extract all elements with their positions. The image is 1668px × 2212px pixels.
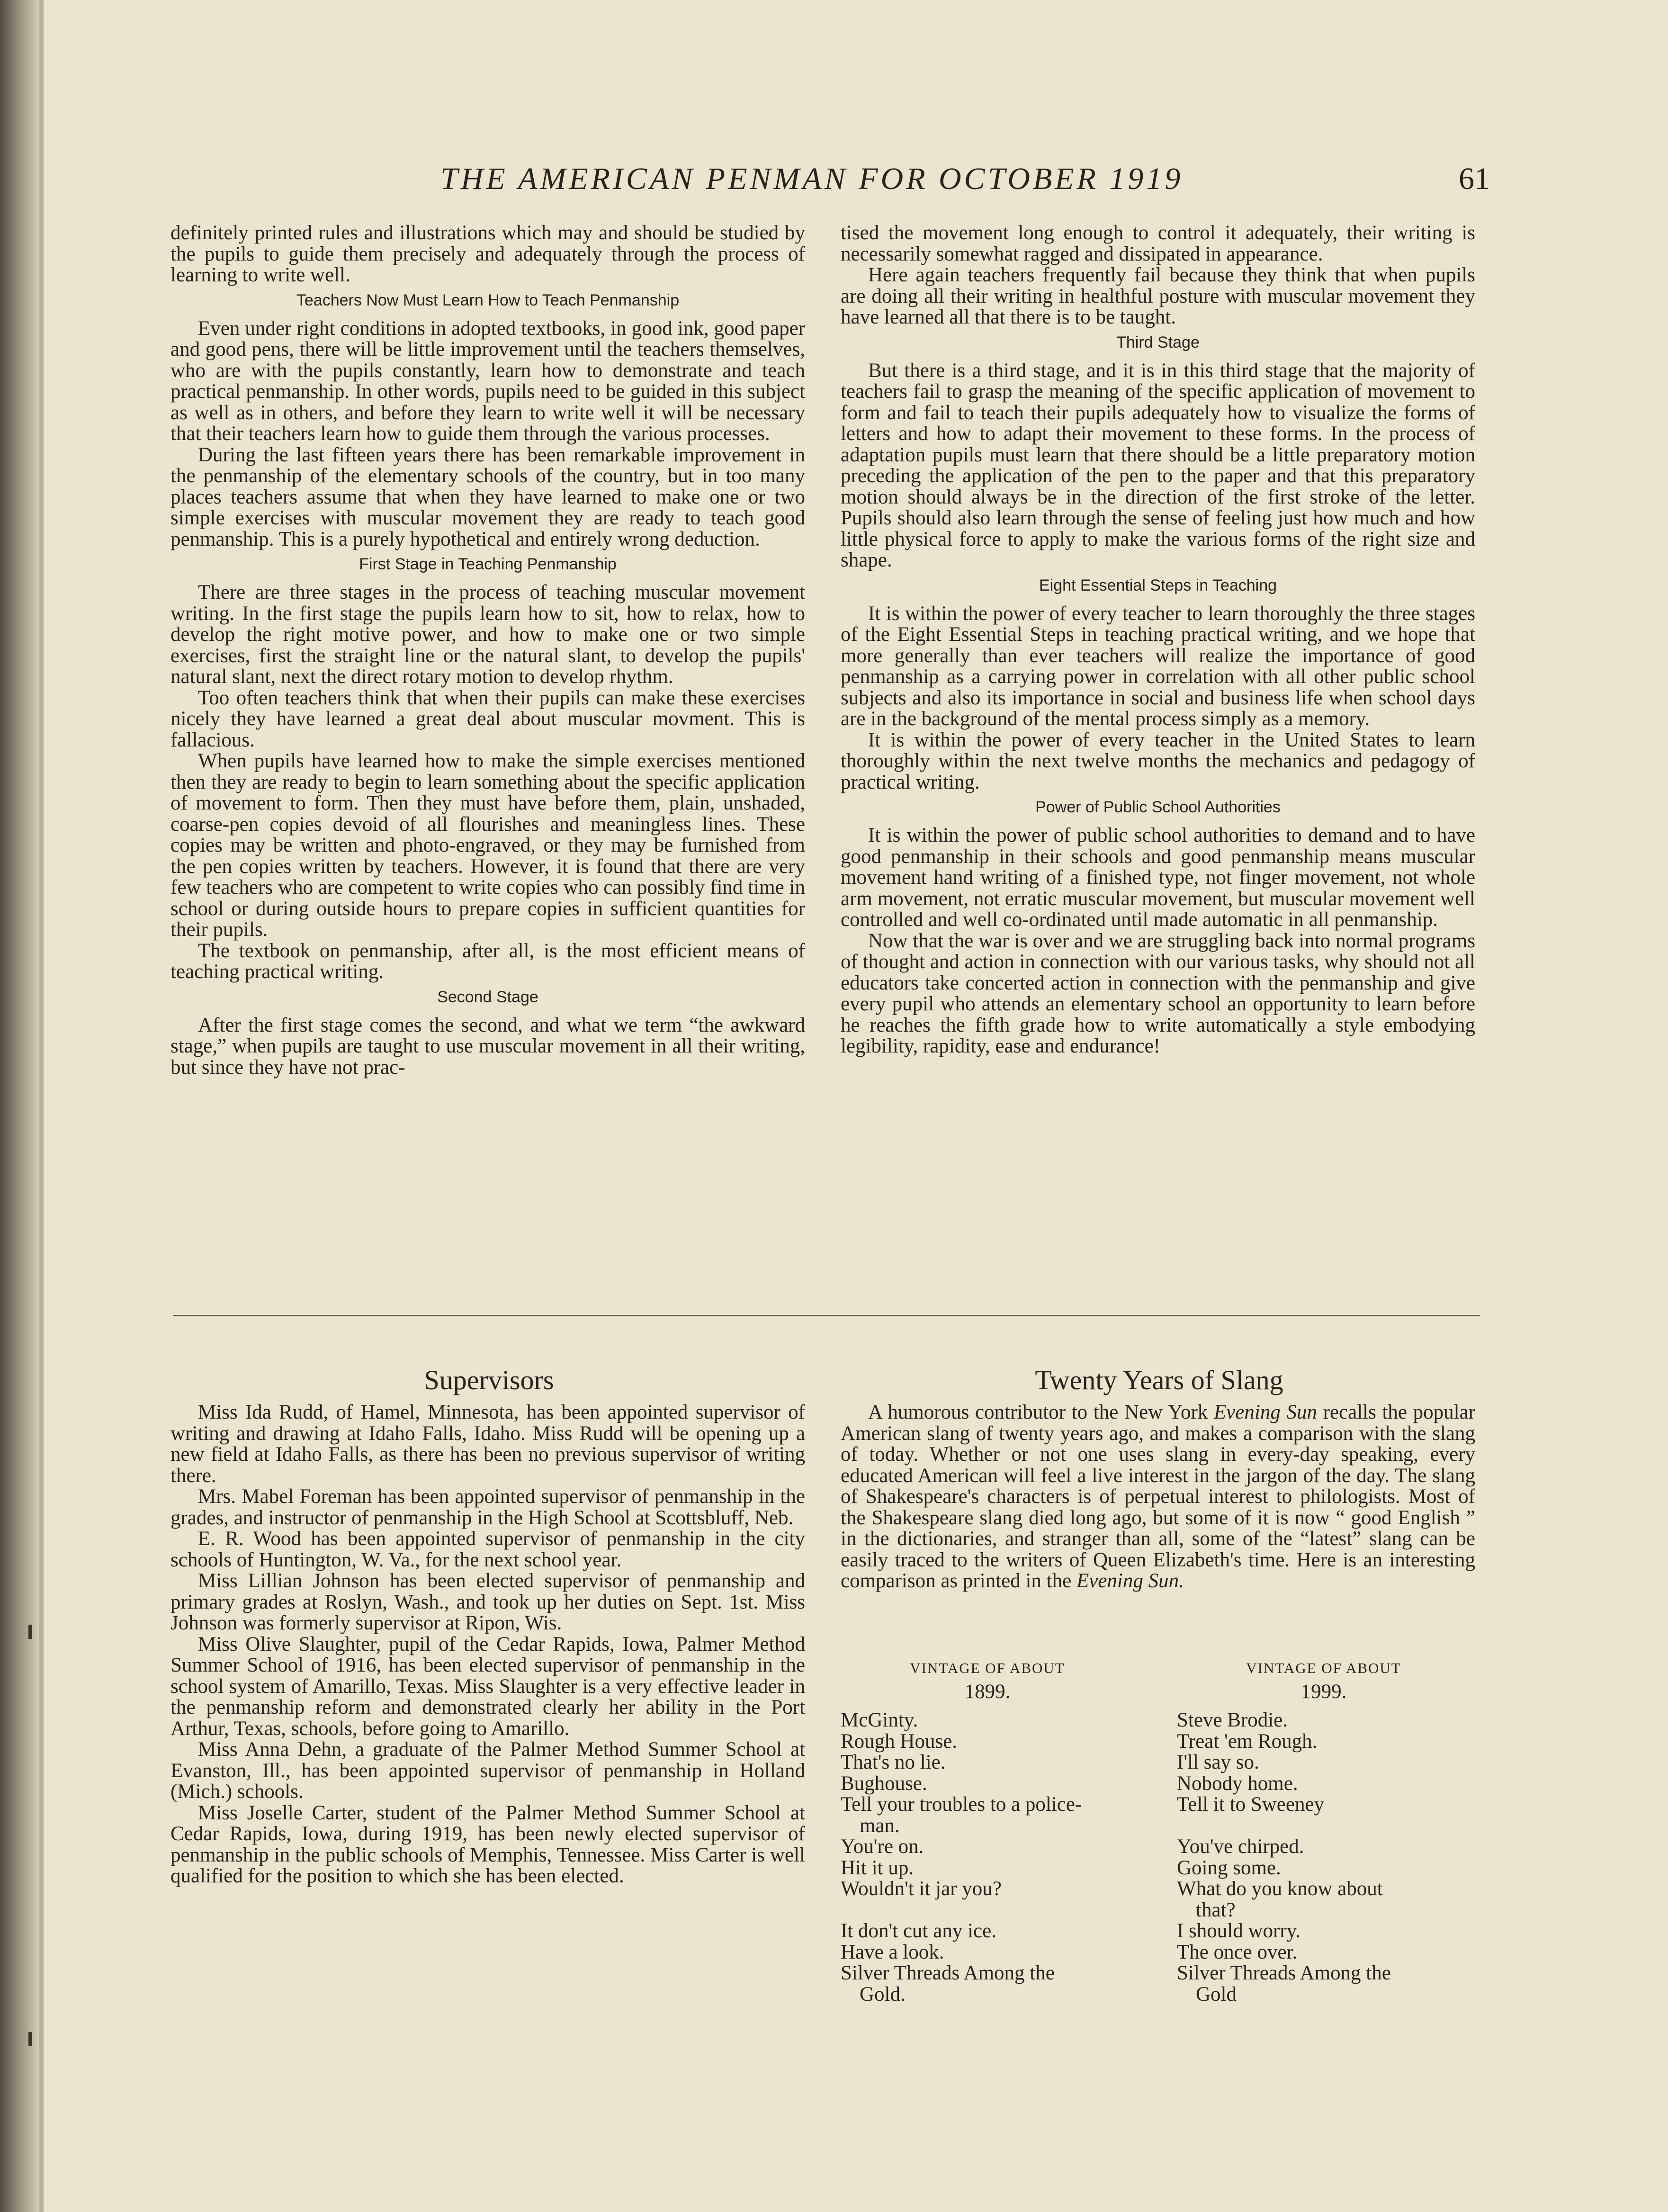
subheading: First Stage in Teaching Penmanship: [359, 555, 617, 573]
slang-item: Have a look.: [841, 1941, 944, 1963]
paragraph: Now that the war is over and we are struggling back into normal programs of thought and action in connection with our various tasks, why should not all educators take concerted action in connection with the penmanship and give every pupil who attends an elementary school an opportunity to learn before he reaches the fifth grade how to write automatically a style embodying legibility, rapidity, ease and endurance!: [841, 929, 1475, 1057]
slang-title: Twenty Years of Slang: [1035, 1365, 1283, 1395]
binding-edge: [39, 0, 44, 2212]
supervisors-column: [170, 1402, 805, 1887]
subheading: Power of Public School Authorities: [1035, 798, 1281, 816]
slang-list-1999: [1177, 1710, 1475, 2005]
slang-item: Steve Brodie.: [1177, 1709, 1288, 1731]
slang-item: That's no lie.: [841, 1751, 946, 1773]
slang-item: Silver Threads Among the: [1177, 1962, 1391, 1984]
running-header: THE AMERICAN PENMAN FOR OCTOBER 1919: [440, 162, 1184, 196]
paragraph: Too often teachers think that when their pupils can make these exercises nicely they have learned a great deal about muscular movment. This is fallacious.: [170, 686, 805, 751]
slang-item: Silver Threads Among the: [841, 1962, 1055, 1984]
slang-item: Gold.: [860, 1983, 906, 2005]
slang-item: I should worry.: [1177, 1920, 1301, 1942]
paragraph: There are three stages in the process of teaching muscular movement writing. In the first stage the pupils learn how to sit, how to relax, how to develop the right motive power, and how to make one or two simple exercises, first the straight line or the natural slant, to develop the pupils' natural slant, next the direct rotary motion to develop rhythm.: [170, 581, 805, 688]
slang-item: Wouldn't it jar you?: [841, 1878, 1002, 1900]
paragraph: The textbook on penmanship, after all, is the most efficient means of teaching practical writing.: [170, 939, 805, 983]
slang-item: What do you know about: [1177, 1878, 1383, 1900]
subheading: Second Stage: [437, 988, 538, 1006]
paragraph: Miss Anna Dehn, a graduate of the Palmer Method Summer School at Evanston, Ill., has been appointed supervisor of penmanship in Holland (Mich.) schools.: [170, 1738, 805, 1803]
paragraph: Miss Joselle Carter, student of the Palmer Method Summer School at Cedar Rapids, Iowa, during 1919, has been newly elected supervisor of penmanship in the public schools of Memphis, Tennessee. Miss Carter is well qualified for the position to which she has been elected.: [170, 1801, 805, 1887]
paragraph: It is within the power of public school authorities to demand and to have good penmanship in their schools and good penmanship means muscular movement hand writing of a finished type, not finger movement, not whole arm movement, not erratic muscular movement, but muscular movement well controlled and well co-ordinated until made automatic in all penmanship.: [841, 824, 1475, 931]
slang-item: Hit it up.: [841, 1856, 914, 1879]
article-column-right: [841, 223, 1475, 1057]
slang-item: You've chirped.: [1177, 1835, 1304, 1858]
slang-list-1899: [841, 1710, 1163, 2005]
slang-item: Rough House.: [841, 1730, 958, 1753]
paragraph: Miss Lillian Johnson has been elected supervisor of penmanship and primary grades at Roslyn, Wash., and took up her duties on Sept. 1st. Miss Johnson was formerly supervisor at Ripon, Wis.: [170, 1570, 805, 1634]
vintage-year-left: 1899.: [964, 1681, 1011, 1703]
slang-item: Bughouse.: [841, 1772, 927, 1795]
slang-intro: A humorous contributor to the New York Evening Sun recalls the popular American slang of twenty years ago, and makes a comparison with the slang of today. Whether or not one uses slang in every-day speaking, every educated American will feel a live interest in the jargon of the day. The slang of Shakespeare's characters is of perpetual interest to philologists. Most of the Shakespeare slang died long ago, but some of it is now “ good English ” in the dictionaries, and stranger than all, some of the “latest” slang can be easily traced to the writers of Queen Elizabeth's time. Here is an interesting comparison as printed in the Evening Sun.: [841, 1401, 1476, 1592]
slang-item: I'll say so.: [1177, 1751, 1259, 1773]
slang-item: Tell your troubles to a police-: [841, 1793, 1082, 1816]
paragraph: It is within the power of every teacher to learn thoroughly the three stages of the Eight Essential Steps in teaching practical writing, and we hope that more generally than ever teachers will realize the importance of good penmanship as a carrying power in correlation with all other public school subjects and also its importance in social and business life when school days are in the background of the mental process simply as a memory.: [841, 602, 1475, 730]
slang-item: The once over.: [1177, 1941, 1298, 1963]
subheading: Third Stage: [1116, 333, 1200, 351]
slang-item: Treat 'em Rough.: [1177, 1730, 1318, 1753]
paragraph: But there is a third stage, and it is in this third stage that the majority of teachers fail to grasp the meaning of the specific application of movement to form and fail to teach their pupils adequately how to visualize the forms of letters and how to adapt their movement to these forms. In the process of adaptation pupils must learn that there should be a little preparatory motion preceding the application of the pen to the paper and that this preparatory motion should always be in the direction of the first stroke of the letter. Pupils should also learn through the sense of feeling just how much and how little physical force to apply to make the various forms of the right size and shape.: [841, 359, 1475, 571]
vintage-header-left: VINTAGE OF ABOUT: [910, 1660, 1065, 1676]
slang-item: It don't cut any ice.: [841, 1920, 996, 1942]
slang-item: You're on.: [841, 1835, 924, 1858]
slang-item: that?: [1196, 1898, 1236, 1921]
page-gutter-shadow: [0, 0, 39, 2212]
slang-item: [1177, 1816, 1475, 1837]
vintage-year-right: 1999.: [1300, 1681, 1347, 1703]
slang-item: Nobody home.: [1177, 1772, 1298, 1795]
paragraph: definitely printed rules and illustrations which may and should be studied by the pupils to guide them precisely and adequately through the process of learning to write well.: [170, 222, 805, 286]
paragraph: Miss Ida Rudd, of Hamel, Minnesota, has been appointed supervisor of writing and drawing at Idaho Falls, Idaho. Miss Rudd will be opening up a new field at Idaho Falls, as there has been no previous supervisor of writing there.: [170, 1401, 805, 1487]
slang-item: Going some.: [1177, 1856, 1281, 1879]
paragraph: Miss Olive Slaughter, pupil of the Cedar Rapids, Iowa, Palmer Method Summer School of 1916, has been elected supervisor of penmanship in the school system of Amarillo, Texas. Miss Slaughter is a very effective leader in the penmanship reform and demonstrated clearly her ability in the Port Arthur, Texas, schools, before going to Amarillo.: [170, 1633, 805, 1740]
paragraph: tised the movement long enough to control it adequately, their writing is necessarily somewhat ragged and dissipated in appearance.: [841, 222, 1475, 265]
margin-mark: [28, 2032, 32, 2046]
slang-item: man.: [860, 1814, 900, 1837]
slang-item: [841, 1900, 1163, 1921]
paragraph: After the first stage comes the second, and what we term “the awkward stage,” when pupils are taught to use muscular movement in all their writing, but since they have not prac-: [170, 1014, 805, 1079]
article-column-left: [170, 223, 805, 1078]
paragraph: Even under right conditions in adopted textbooks, in good ink, good paper and good pens, there will be little improvement until the teachers themselves, who are with the pupils constantly, learn how to demonstrate and teach practical penmanship. In other words, pupils need to be guided in this subject as well as in others, and before they learn to write well it will be necessary that their teachers learn how to guide them through the various processes.: [170, 317, 805, 445]
subheading: Eight Essential Steps in Teaching: [1039, 576, 1277, 594]
paragraph: It is within the power of every teacher in the United States to learn thoroughly within the next twelve months the mechanics and pedagogy of practical writing.: [841, 728, 1475, 793]
slang-column: [841, 1402, 1475, 1592]
paragraph: Here again teachers frequently fail because they think that when pupils are doing all their writing in healthful posture with muscular movement they have learned all that there is to be taught.: [841, 264, 1475, 328]
paragraph: E. R. Wood has been appointed supervisor of penmanship in the city schools of Huntington, W. Va., for the next school year.: [170, 1528, 805, 1571]
slang-item: Gold: [1196, 1983, 1237, 2005]
slang-item: Tell it to Sweeney: [1177, 1793, 1325, 1816]
paragraph: During the last fifteen years there has been remarkable improvement in the penmanship of the elementary schools of the country, but in too many places teachers assume that when they have learned to make one or two simple exercises with muscular movement they are ready to teach good penmanship. This is a purely hypothetical and entirely wrong deduction.: [170, 443, 805, 550]
vintage-header-right: VINTAGE OF ABOUT: [1246, 1660, 1401, 1676]
section-divider: [173, 1315, 1480, 1316]
paragraph: When pupils have learned how to make the simple exercises mentioned then they are ready to begin to learn something about the specific application of movement to form. Then they must have before them, plain, unshaded, coarse-pen copies devoid of all flourishes and meaningless lines. These copies may be written and photo-engraved, or they may be furnished from the pen copies written by teachers. However, it is found that there are very few teachers who are competent to write copies who can possibly find time in school or during outside hours to prepare copies in sufficient quantities for their pupils.: [170, 750, 805, 941]
paragraph: Mrs. Mabel Foreman has been appointed supervisor of penmanship in the grades, and instructor of penmanship in the High School at Scottsbluff, Neb.: [170, 1485, 805, 1529]
page-number: 61: [1459, 162, 1490, 196]
subheading: Teachers Now Must Learn How to Teach Penmanship: [296, 291, 680, 309]
margin-mark: [28, 1625, 32, 1639]
supervisors-title: Supervisors: [424, 1365, 554, 1395]
slang-item: McGinty.: [841, 1709, 918, 1731]
